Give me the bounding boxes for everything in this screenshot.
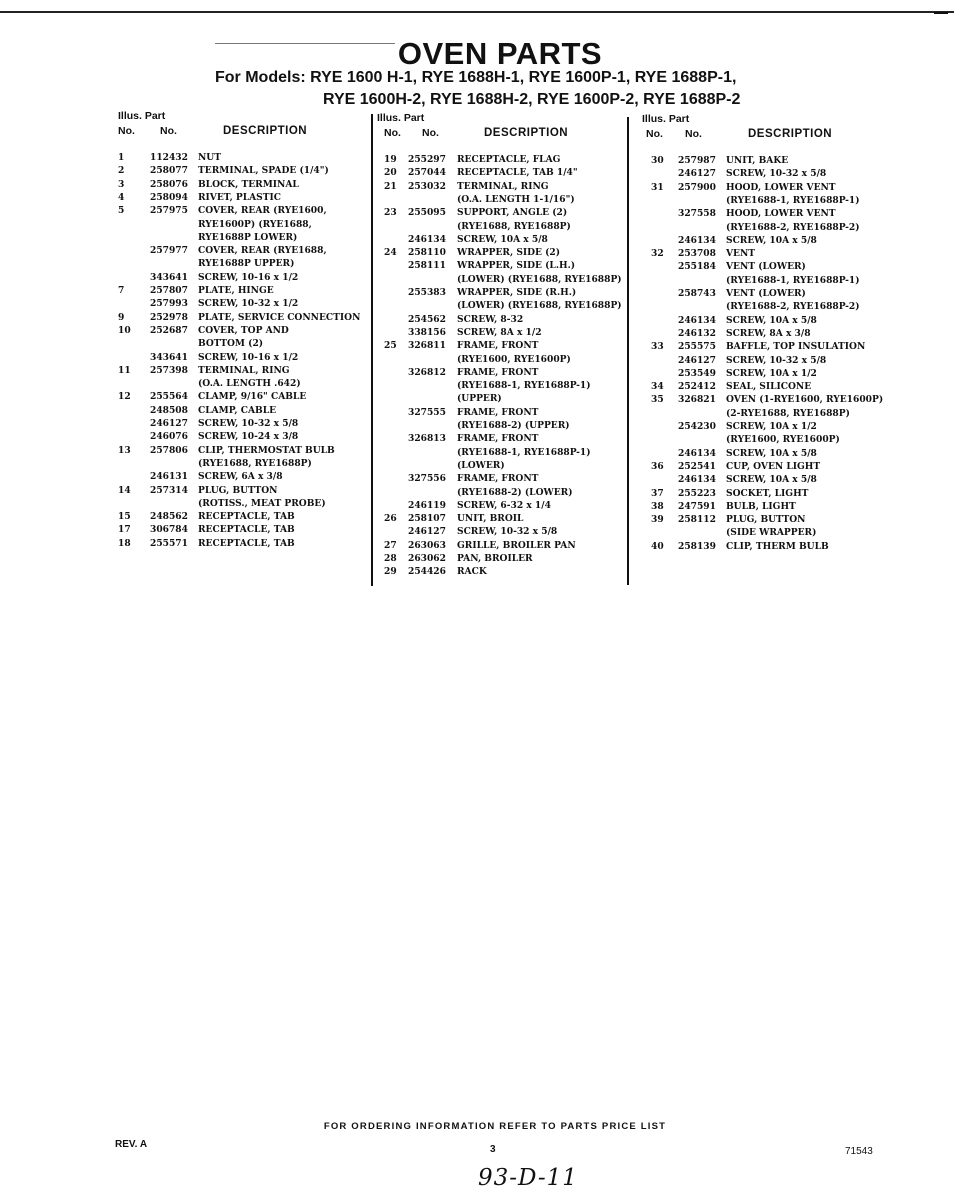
part-description: (LOWER): [457, 459, 505, 471]
part-number: 257044: [408, 167, 446, 179]
top-border-line: [0, 11, 954, 13]
illus-number: 13: [118, 444, 131, 456]
part-description: BLOCK, TERMINAL: [198, 178, 299, 190]
part-number: 248508: [150, 404, 188, 416]
illus-number: 20: [384, 167, 397, 179]
parts-column-1: [118, 110, 373, 549]
revision-label: REV. A: [115, 1139, 148, 1150]
illus-no-label: No.: [384, 127, 401, 139]
part-description: (RYE1688, RYE1688P): [457, 220, 571, 232]
part-description: SCREW, 6A x 3/8: [198, 471, 283, 483]
part-description: PLATE, HINGE: [198, 285, 274, 296]
part-number: 246134: [678, 474, 716, 486]
illus-number: 4: [118, 191, 125, 203]
part-description: SCREW, 10-32 x 5/8: [198, 418, 299, 429]
part-description: CLIP, THERMOSTAT BULB: [198, 444, 335, 456]
handwritten-note: 93-D-11: [478, 1165, 578, 1191]
part-description: (RYE1600, RYE1600P): [457, 353, 571, 365]
part-description: SCREW, 10A x 5/8: [457, 233, 548, 245]
part-number: 246076: [150, 431, 188, 443]
part-number: 327556: [408, 473, 446, 485]
part-number: 252687: [150, 324, 188, 336]
part-description: GRILLE, BROILER PAN: [457, 539, 576, 551]
illus-part-label: Illus. Part: [642, 113, 690, 125]
part-description: BOTTOM (2): [198, 338, 264, 350]
part-number: 255223: [678, 487, 716, 499]
illus-number: 19: [384, 154, 397, 165]
part-description: FRAME, FRONT: [457, 340, 539, 352]
illus-number: 12: [118, 391, 131, 403]
column-divider-1: [371, 114, 373, 586]
part-description: (RYE1688-2, RYE1688P-2): [726, 221, 860, 233]
part-number: 254562: [408, 313, 446, 325]
part-number: 246134: [678, 314, 716, 326]
part-description: (O.A. LENGTH .642): [198, 378, 301, 390]
part-number: 254230: [678, 421, 716, 432]
part-number: 343641: [150, 271, 188, 283]
illus-number: 25: [384, 340, 397, 352]
column-header: [377, 112, 632, 142]
illus-number: 3: [118, 178, 125, 190]
illus-number: 31: [651, 181, 664, 193]
part-number: 327555: [408, 406, 446, 418]
illus-no-label: No.: [646, 128, 663, 140]
part-description: (O.A. LENGTH 1-1/16"): [457, 193, 575, 205]
illus-number: 9: [118, 311, 125, 323]
part-description: (UPPER): [457, 393, 502, 405]
page-number: 3: [490, 1144, 496, 1155]
column-header: [118, 110, 373, 140]
part-description: HOOD, LOWER VENT: [726, 181, 836, 193]
part-description: (ROTISS., MEAT PROBE): [198, 497, 326, 509]
part-description: (RYE1688-1, RYE1688P-1): [726, 274, 860, 286]
part-description: RYE1688P LOWER): [198, 231, 298, 243]
part-description: RECEPTACLE, TAB: [198, 537, 295, 549]
part-description: COVER, REAR (RYE1600,: [198, 205, 327, 217]
part-number: 246131: [150, 471, 188, 483]
illus-number: 2: [118, 165, 125, 177]
illus-number: 15: [118, 511, 131, 523]
description-label: DESCRIPTION: [484, 127, 569, 139]
part-description: CUP, OVEN LIGHT: [726, 460, 821, 472]
illus-number: 7: [118, 285, 125, 296]
parts-column-2: [377, 112, 632, 578]
illus-part-label: Illus. Part: [377, 112, 425, 124]
part-number: 338156: [408, 326, 446, 338]
part-number: 255095: [408, 207, 446, 219]
part-number: 258110: [408, 247, 446, 259]
illus-number: 11: [118, 364, 131, 376]
part-description: SCREW, 10-16 x 1/2: [198, 271, 299, 283]
ordering-note: FOR ORDERING INFORMATION REFER TO PARTS PRICE LIST: [323, 1121, 667, 1132]
illus-number: 17: [118, 524, 131, 536]
illus-number: 14: [118, 484, 131, 496]
part-number: 258094: [150, 191, 188, 203]
illus-number: 37: [651, 487, 664, 499]
part-number: 254426: [408, 566, 446, 578]
illus-no-label: No.: [118, 125, 135, 137]
illus-number: 35: [651, 394, 664, 406]
part-number: 246127: [678, 168, 716, 180]
part-description: SCREW, 6-32 x 1/4: [457, 499, 551, 511]
part-description: SUPPORT, ANGLE (2): [457, 207, 568, 219]
part-description: (RYE1688-2) (UPPER): [457, 420, 570, 431]
illus-number: 10: [118, 324, 131, 336]
part-description: (RYE1688, RYE1688P): [198, 457, 312, 469]
part-number: 255184: [678, 261, 716, 273]
part-number: 247591: [678, 500, 716, 512]
part-description: BULB, LIGHT: [726, 500, 796, 512]
illus-number: 27: [384, 539, 397, 551]
part-description: RYE1688P UPPER): [198, 258, 295, 270]
part-number: 255383: [408, 287, 446, 298]
part-description: SCREW, 10A x 1/2: [726, 367, 817, 379]
part-number: 253708: [678, 248, 716, 260]
part-number: 252978: [150, 311, 188, 323]
part-number: 257977: [150, 245, 188, 257]
part-number: 257398: [150, 364, 188, 376]
part-number: 255564: [150, 391, 188, 403]
part-number: 258112: [678, 514, 716, 526]
part-description: RECEPTACLE, TAB: [198, 511, 295, 523]
part-no-label: No.: [160, 125, 177, 137]
part-description: VENT: [726, 248, 756, 260]
page-title: OVEN PARTS: [397, 36, 603, 71]
part-description: SCREW, 10A x 5/8: [726, 234, 817, 246]
models-line-2: RYE 1600H-2, RYE 1688H-2, RYE 1600P-2, RYE 1688P-2: [323, 91, 741, 108]
part-description: PLUG, BUTTON: [726, 514, 806, 526]
part-number: 263063: [408, 539, 446, 551]
illus-number: 40: [651, 540, 664, 552]
part-description: SCREW, 8A x 3/8: [726, 327, 811, 339]
part-description: SCREW, 8A x 1/2: [457, 326, 542, 338]
part-description: NUT: [198, 152, 222, 163]
illus-number: 29: [384, 566, 397, 578]
document-code: 71543: [845, 1146, 873, 1157]
part-description: PLATE, SERVICE CONNECTION: [198, 311, 361, 323]
part-number: 343641: [150, 351, 188, 363]
part-description: SCREW, 10A x 1/2: [726, 421, 817, 432]
part-number: 326813: [408, 433, 446, 445]
part-description: (RYE1688-1, RYE1688P-1): [457, 446, 591, 458]
part-number: 257993: [150, 298, 188, 310]
part-description: WRAPPER, SIDE (2): [457, 247, 561, 259]
part-number: 327558: [678, 208, 716, 220]
part-number: 253549: [678, 367, 716, 379]
column-header: [642, 113, 912, 143]
part-number: 326811: [408, 340, 446, 352]
part-description: (2-RYE1688, RYE1688P): [726, 407, 850, 419]
part-number: 246134: [678, 447, 716, 459]
part-description: FRAME, FRONT: [457, 433, 539, 445]
part-number: 263062: [408, 553, 446, 564]
part-description: RECEPTACLE, TAB 1/4": [457, 167, 578, 179]
part-description: BAFFLE, TOP INSULATION: [726, 341, 866, 353]
part-description: SOCKET, LIGHT: [726, 487, 809, 499]
illus-number: 24: [384, 247, 397, 259]
part-description: RECEPTACLE, TAB: [198, 524, 295, 536]
part-number: 257806: [150, 444, 188, 456]
part-description: (RYE1688-2, RYE1688P-2): [726, 301, 860, 313]
part-description: RIVET, PLASTIC: [198, 191, 282, 203]
part-number: 252541: [678, 460, 716, 472]
illus-number: 38: [651, 500, 664, 512]
part-number: 326812: [408, 366, 446, 378]
part-description: CLAMP, CABLE: [198, 404, 277, 416]
part-description: WRAPPER, SIDE (L.H.): [457, 260, 576, 272]
part-description: SCREW, 10A x 5/8: [726, 447, 817, 459]
part-description: OVEN (1-RYE1600, RYE1600P): [726, 394, 884, 406]
illus-number: 32: [651, 248, 664, 260]
part-description: (SIDE WRAPPER): [726, 527, 817, 539]
part-description: (RYE1600, RYE1600P): [726, 434, 840, 446]
part-number: 258139: [678, 540, 716, 552]
part-number: 306784: [150, 524, 188, 536]
part-description: VENT (LOWER): [726, 261, 806, 273]
illus-number: 34: [651, 381, 664, 393]
part-number: 112432: [150, 152, 188, 163]
part-number: 246119: [408, 499, 446, 511]
illus-number: 28: [384, 553, 397, 564]
illus-number: 39: [651, 514, 664, 526]
models-line-1: For Models: RYE 1600 H-1, RYE 1688H-1, RYE 1600P-1, RYE 1688P-1,: [215, 69, 737, 86]
description-label: DESCRIPTION: [223, 125, 308, 137]
part-description: SCREW, 10-32 x 1/2: [198, 298, 299, 310]
illus-number: 26: [384, 513, 397, 525]
part-number: 246134: [408, 233, 446, 245]
part-description: FRAME, FRONT: [457, 366, 539, 378]
part-description: TERMINAL, RING: [457, 180, 549, 192]
part-description: CLAMP, 9/16" CABLE: [198, 391, 307, 403]
part-description: FRAME, FRONT: [457, 406, 539, 418]
part-number: 257975: [150, 205, 188, 217]
part-description: SCREW, 10A x 5/8: [726, 314, 817, 326]
illus-number: 30: [651, 155, 664, 166]
parts-column-3: [642, 113, 912, 552]
part-description: FRAME, FRONT: [457, 473, 539, 485]
part-description: (LOWER) (RYE1688, RYE1688P): [457, 300, 622, 312]
description-label: DESCRIPTION: [748, 128, 833, 140]
part-number: 257900: [678, 181, 716, 193]
part-number: 246132: [678, 327, 716, 339]
illus-number: 33: [651, 341, 664, 353]
part-description: (LOWER) (RYE1688, RYE1688P): [457, 273, 622, 285]
part-description: PLUG, BUTTON: [198, 484, 278, 496]
part-number: 246127: [678, 354, 716, 366]
part-description: (RYE1688-1, RYE1688P-1): [457, 380, 591, 392]
illus-number: 5: [118, 205, 125, 217]
part-description: RACK: [457, 566, 487, 578]
part-description: WRAPPER, SIDE (R.H.): [457, 287, 577, 298]
illus-part-label: Illus. Part: [118, 110, 166, 122]
part-description: COVER, REAR (RYE1688,: [198, 245, 327, 257]
column-divider-2: [627, 117, 629, 585]
part-number: 258111: [408, 260, 446, 272]
part-description: TERMINAL, SPADE (1/4"): [198, 165, 329, 177]
part-description: SCREW, 8-32: [457, 313, 524, 325]
part-description: SCREW, 10-32 x 5/8: [457, 526, 558, 538]
part-description: (RYE1688-1, RYE1688P-1): [726, 194, 860, 206]
illus-number: 1: [118, 152, 125, 163]
part-description: PAN, BROILER: [457, 553, 533, 564]
part-description: RYE1600P) (RYE1688,: [198, 218, 312, 230]
part-no-label: No.: [685, 128, 702, 140]
part-description: SEAL, SILICONE: [726, 381, 812, 393]
part-description: HOOD, LOWER VENT: [726, 208, 836, 220]
part-description: UNIT, BROIL: [457, 513, 524, 525]
part-description: TERMINAL, RING: [198, 364, 290, 376]
part-number: 248562: [150, 511, 188, 523]
illus-number: 21: [384, 180, 397, 192]
part-description: SCREW, 10-24 x 3/8: [198, 431, 299, 443]
part-number: 253032: [408, 180, 446, 192]
part-description: CLIP, THERM BULB: [726, 540, 829, 552]
part-description: COVER, TOP AND: [198, 324, 289, 336]
part-description: RECEPTACLE, FLAG: [457, 154, 561, 165]
part-number: 255575: [678, 341, 716, 353]
part-number: 258107: [408, 513, 446, 525]
part-number: 246134: [678, 234, 716, 246]
part-number: 257987: [678, 155, 716, 166]
part-number: 257314: [150, 484, 188, 496]
part-number: 246127: [408, 526, 446, 538]
part-description: SCREW, 10-16 x 1/2: [198, 351, 299, 363]
illus-number: 18: [118, 537, 131, 549]
illus-number: 23: [384, 207, 397, 219]
part-no-label: No.: [422, 127, 439, 139]
part-description: UNIT, BAKE: [726, 155, 789, 166]
part-number: 258076: [150, 178, 188, 190]
part-number: 255297: [408, 154, 446, 165]
illus-number: 36: [651, 460, 664, 472]
part-description: SCREW, 10A x 5/8: [726, 474, 817, 486]
part-number: 246127: [150, 418, 188, 429]
corner-mark: [934, 12, 948, 14]
part-number: 252412: [678, 381, 716, 393]
part-description: SCREW, 10-32 x 5/8: [726, 354, 827, 366]
part-description: SCREW, 10-32 x 5/8: [726, 168, 827, 180]
part-description: (RYE1688-2) (LOWER): [457, 486, 573, 498]
part-number: 258077: [150, 165, 188, 177]
part-description: VENT (LOWER): [726, 288, 806, 299]
part-number: 255571: [150, 537, 188, 549]
part-number: 326821: [678, 394, 716, 406]
part-number: 257807: [150, 285, 188, 296]
part-number: 258743: [678, 288, 716, 299]
